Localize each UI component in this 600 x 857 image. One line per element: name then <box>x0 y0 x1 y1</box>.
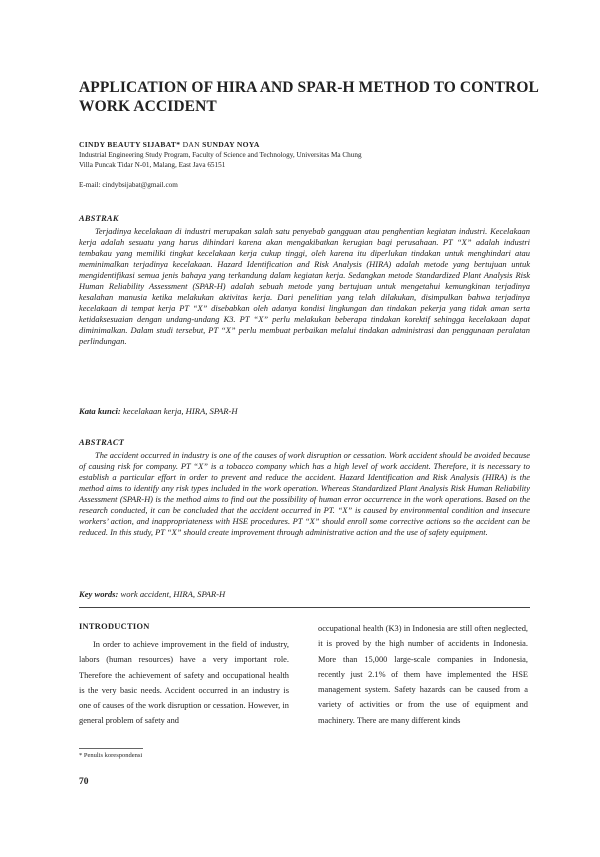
author-line <box>79 140 539 149</box>
author-email: E-mail: cindybsijabat@gmail.com <box>79 181 178 189</box>
key-words <box>79 589 225 599</box>
kata-kunci-text: kecelakaan kerja, HIRA, SPAR-H <box>122 406 238 416</box>
page-number: 70 <box>79 777 89 787</box>
paper-title: APPLICATION OF HIRA AND SPAR-H METHOD TO CONTROL WORK ACCIDENT <box>79 79 539 115</box>
affiliation <box>79 151 539 170</box>
author-2: SUNDAY NOYA <box>202 140 260 149</box>
abstrak-body: Terjadinya kecelakaan di industri merupakan salah satu penyebab gangguan atau penghentian kegiatan industri. Kecelakaan kerja adalah sesuatu yang harus dihindari karena akan mengakibatkan kerugian bagi perusahaan. PT “X” adalah industri tembakau yang memiliki tingkat kecelakaan kerja cukup tinggi, oleh karena itu diperlukan tindakan untuk menghindari atau meminimalkan terjadinya kecelakaan. Hazard Identification and Risk Analysis (HIRA) adalah metode yang bertujuan untuk mengidentifikasi semua jenis bahaya yang terkandung dalam kegiatan kerja. Sedangkan metode Standardized Plant Analysis Risk Human Reliability Assessment (SPAR-H) adalah sebuah metode yang bertujuan untuk mengetahui kemungkinan terjadinya kesalahan manusia ketika melakukan aktivitas kerja. Dari penelitian yang telah dilakukan, disimpulkan bahwa terjadinya kecelakaan di tempat kerja PT “X” disebabkan oleh adanya kondisi lingkungan dan tindakan pekerja yang tidak aman serta ketidaksesuaian dengan undang-undang K3. PT “X” perlu melakukan beberapa tindakan korektif sehingga kecelakaan dapat diminimalkan. Dalam studi tersebut, PT “X” perlu membuat perbaikan melalui tindakan administrasi dan penggunaan peralatan perlindungan. <box>79 226 530 347</box>
footnote-divider <box>79 748 143 749</box>
section-divider <box>79 607 530 608</box>
key-words-text: work accident, HIRA, SPAR-H <box>120 589 226 599</box>
affiliation-line-1: Industrial Engineering Study Program, Faculty of Science and Technology, Universitas Ma Chung <box>79 151 362 159</box>
author-1: CINDY BEAUTY SIJABAT* <box>79 140 181 149</box>
affiliation-line-2: Villa Puncak Tidar N-01, Malang, East Java 65151 <box>79 160 226 169</box>
introduction-right-column: occupational health (K3) in Indonesia are still often neglected, it is proved by the high number of accidents in Indonesia. More than 15,000 large-scale companies in Indonesia, recently just 2.1% of them have implemented the HSE management system. Safety hazards can be caused from a variety of activities or from the use of equipment and machinery. There are many different kinds <box>318 624 528 725</box>
introduction-heading: INTRODUCTION <box>79 622 150 631</box>
author-conjunction: DAN <box>182 140 200 149</box>
footnote: * Penulis korespondensi <box>79 752 143 759</box>
abstrak-heading: ABSTRAK <box>79 214 119 223</box>
kata-kunci-label: Kata kunci: <box>79 406 121 416</box>
abstract-body: The accident occurred in industry is one of the causes of work disruption or cessation. Work accident should be avoided because of causing risk for company. PT “X” is a tobacco company which has a high level of work accident. Therefore, it is necessary to establish a particular effort in order to prevent and reduce the accident. Hazard Identification and Risk Analysis (HIRA) is the method aims to identify any risk types included in the work operation. Whereas Standardized Plant Analysis Risk Human Reliability Assessment (SPAR-H) is the method aims to find out the possibility of human error occurrence in the work operations. Based on the research conducted, it can be concluded that the accident occurred in PT. “X” is caused by environmental condition and insecure workers’ action, and inappropriateness with HSE procedures. PT “X” should enroll some corrective actions so the accident can be reduced. In this study, PT “X” should create improvement through administrative action and the use of safety equipment. <box>79 450 530 538</box>
key-words-label: Key words: <box>79 589 119 599</box>
introduction-left-column: In order to achieve improvement in the field of industry, labors (human resources) have a very important role. Therefore the achievement of safety and occupational health is the very basic needs. Accident occurred in an industry is one of causes of the work disruption or cessation. However, in general problem of safety and <box>79 640 289 726</box>
abstract-heading: ABSTRACT <box>79 438 125 447</box>
kata-kunci <box>79 406 238 416</box>
